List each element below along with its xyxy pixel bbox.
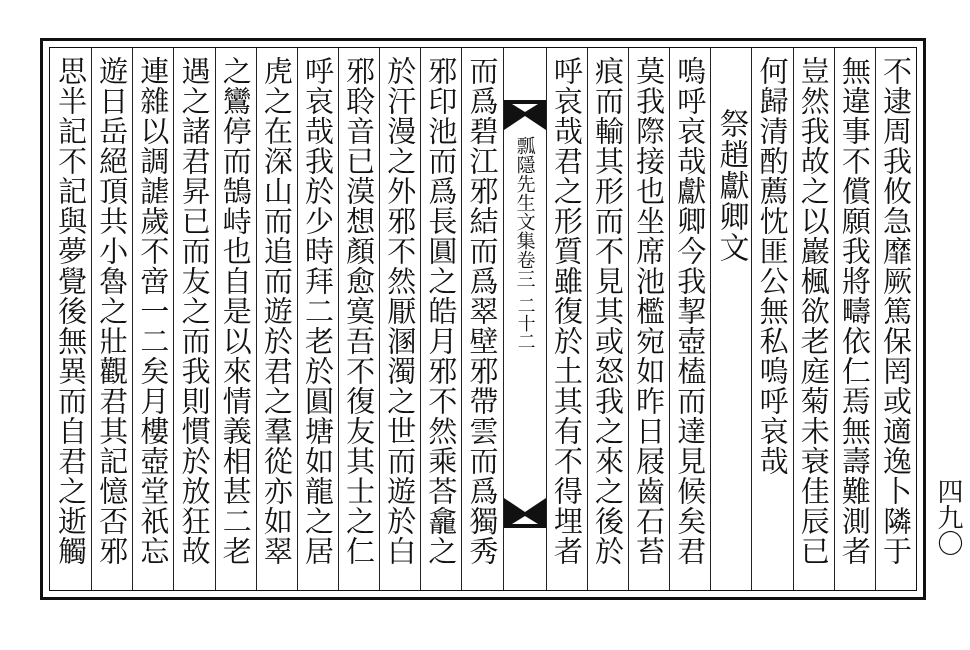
text-frame [49,47,917,591]
page-border [40,38,926,600]
text-column-11: 邪印池而爲長圓之皓月邪不然乘荅龕之 [420,48,461,590]
page-number: 四九〇 [933,478,963,556]
text-column-12: 於汗漫之外邪不然厭溷濁之世而遊於白 [379,48,420,590]
text-column-8: 痕而輸其形而不見其或怒我之來之後於 [587,48,628,590]
text-column-3: 豈然我故之以巖楓欲老庭菊未衰佳辰已 [793,48,834,590]
text-column-6: 嗚呼哀哉獻卿今我挈壺榼而達見候矣君 [669,48,710,590]
text-column-19: 遊日岳絕頂共小魯之壯觀君其記憶否邪 [91,48,132,590]
text-column-4: 何歸清酌薦忱匪公無私嗚呼哀哉 [751,48,792,590]
text-column-9: 呼哀哉君之形質雖復於土其有不得埋者 [546,48,587,590]
text-column-15: 虎之在深山而追而遊於君之羣從亦如翠 [256,48,297,590]
text-column-2: 無違事不償願我將疇依仁焉無壽難測者 [834,48,875,590]
text-column-10: 而爲碧江邪結而爲翠壁邪帶雲而爲獨秀 [461,48,502,590]
text-column-16: 之鸞停而鵠峙也自是以來情義相甚二老 [215,48,256,590]
upper-fishtail-mark [504,100,546,130]
text-column-17: 遇之諸君昇已而友之而我則慣於放狂故 [173,48,214,590]
section-title: 祭趙獻卿文 [710,48,751,590]
text-column-18: 連雜以調謔歲不啻一二矣月樓壺堂祇忘 [132,48,173,590]
center-fold-margin [503,48,546,590]
lower-fishtail-mark [504,498,546,528]
text-column-20: 思半記不記與夢覺後無異而自君之逝觸 [54,56,89,566]
folio-number: 二十二 [514,296,536,350]
text-column-14: 呼哀哉我於少時拜二老於圓塘如龍之居 [297,48,338,590]
text-column-1: 不逮周我攸急靡厥篤保罔或適逸卜隣于 [875,48,916,590]
text-column-7: 莫我際接也坐席池檻宛如昨日屐齒石苔 [628,48,669,590]
book-title: 瓢隱先生文集卷三 [513,136,536,288]
text-column-13: 邪聆音已漠想顏愈寞吾不復友其士之仁 [338,48,379,590]
